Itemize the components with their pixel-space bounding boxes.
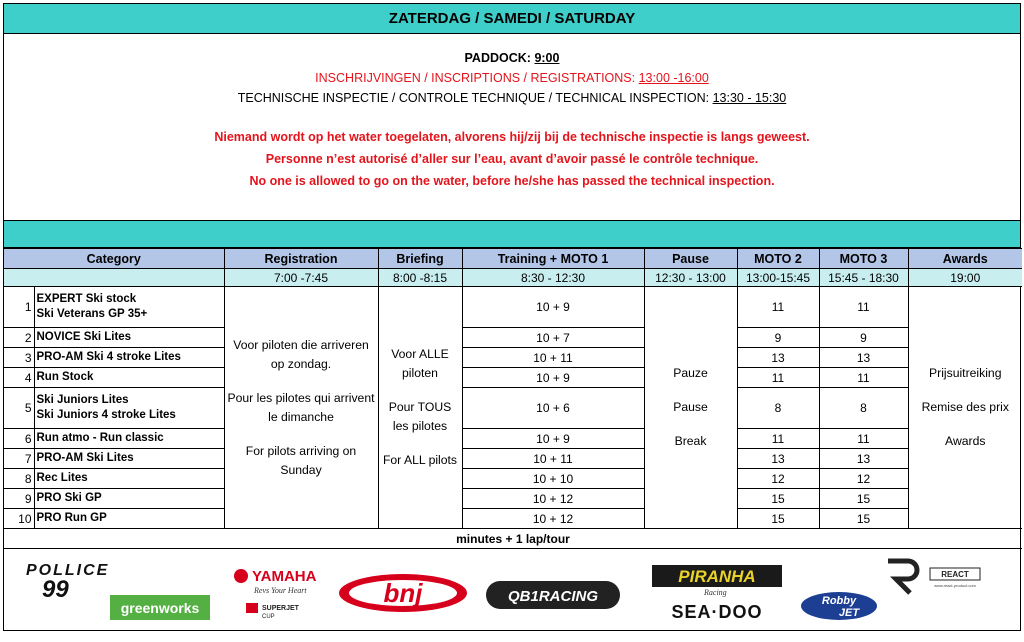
awards-note-fr: Remise des prix [921, 400, 1009, 414]
moto1-cell: 10 + 7 [462, 328, 644, 348]
sponsor-strip [4, 549, 1020, 637]
registration-note-fr: Pour les pilotes qui arrivent le dimanche [227, 390, 375, 424]
registration-note [224, 287, 378, 529]
briefing-note-nl: Voor ALLE piloten [391, 347, 449, 380]
table-row [4, 348, 1022, 368]
paddock-line [4, 48, 1020, 68]
pause-note-fr: Pause [673, 400, 708, 414]
seadoo-logo [671, 602, 762, 622]
moto2-cell: 11 [737, 287, 819, 328]
table-row [4, 328, 1022, 348]
table-row [4, 509, 1022, 529]
time-pause: 12:30 - 13:00 [644, 269, 737, 287]
table-row [4, 287, 1022, 328]
time-category [4, 269, 224, 287]
svg-text:www.react-product.com: www.react-product.com [934, 583, 976, 588]
moto2-cell: 15 [737, 489, 819, 509]
svg-text:Racing: Racing [704, 588, 727, 597]
col-registration: Registration [224, 249, 378, 269]
moto1-cell: 10 + 9 [462, 368, 644, 388]
col-moto1: Training + MOTO 1 [462, 249, 644, 269]
row-number: 3 [4, 348, 34, 368]
svg-text:PIRANHA: PIRANHA [678, 567, 756, 586]
awards-note-en: Awards [945, 434, 986, 448]
moto3-cell: 11 [819, 368, 908, 388]
table-row [4, 368, 1022, 388]
bnj-logo [339, 574, 467, 612]
svg-text:POLLICE: POLLICE [26, 562, 110, 579]
svg-text:SEA·DOO: SEA·DOO [671, 602, 763, 622]
moto1-cell: 10 + 11 [462, 449, 644, 469]
row-number: 6 [4, 429, 34, 449]
table-row [4, 469, 1022, 489]
registrations-time: 13:00 -16:00 [638, 71, 709, 85]
category-name: Run Stock [34, 368, 224, 388]
row-number: 4 [4, 368, 34, 388]
moto2-cell: 12 [737, 469, 819, 489]
registrations-line [4, 68, 1020, 88]
inspection-line [4, 88, 1020, 108]
awards-note [908, 287, 1022, 529]
category-name: PRO Run GP [34, 509, 224, 529]
warning-en: No one is allowed to go on the water, before he/she has passed the technical inspection. [249, 174, 775, 188]
row-number: 2 [4, 328, 34, 348]
moto2-cell: 13 [737, 449, 819, 469]
moto3-cell: 11 [819, 287, 908, 328]
category-name: Rec Lites [34, 469, 224, 489]
registration-note-nl: Voor piloten die arriveren op zondag. [233, 337, 369, 371]
col-pause: Pause [644, 249, 737, 269]
category-name: PRO-AM Ski Lites [34, 449, 224, 469]
moto1-cell: 10 + 10 [462, 469, 644, 489]
moto2-cell: 9 [737, 328, 819, 348]
briefing-note [378, 287, 462, 529]
moto3-cell: 13 [819, 449, 908, 469]
moto2-cell: 8 [737, 388, 819, 429]
moto3-cell: 8 [819, 388, 908, 429]
svg-text:YAMAHA: YAMAHA [252, 568, 317, 585]
category-name: NOVICE Ski Lites [34, 328, 224, 348]
paddock-time: 9:00 [534, 51, 560, 65]
category-name-2: Ski Juniors 4 stroke Lites [36, 409, 176, 421]
table-row [4, 429, 1022, 449]
footer-row [4, 529, 1022, 549]
moto3-cell: 9 [819, 328, 908, 348]
warning-fr: Personne n’est autorisé d’aller sur l’eau, avant d’avoir passé le contrôle technique. [265, 152, 759, 166]
moto3-cell: 15 [819, 509, 908, 529]
row-number: 9 [4, 489, 34, 509]
svg-text:greenworks: greenworks [120, 600, 200, 616]
react-logo [888, 561, 980, 593]
inspection-time: 13:30 - 15:30 [712, 91, 787, 105]
category-cell [34, 388, 224, 429]
pause-note [644, 287, 737, 529]
col-moto2: MOTO 2 [737, 249, 819, 269]
col-moto3: MOTO 3 [819, 249, 908, 269]
svg-text:Revs Your Heart: Revs Your Heart [254, 586, 307, 595]
row-number: 1 [4, 287, 34, 328]
registrations-label: INSCHRIJVINGEN / INSCRIPTIONS / REGISTRATIONS: [315, 71, 636, 85]
moto2-cell: 15 [737, 509, 819, 529]
svg-text:99: 99 [42, 576, 69, 603]
time-moto3: 15:45 - 18:30 [819, 269, 908, 287]
category-name: Ski Juniors Lites [36, 394, 129, 406]
moto1-cell: 10 + 9 [462, 429, 644, 449]
svg-text:REACT: REACT [941, 570, 969, 579]
category-name: PRO-AM Ski 4 stroke Lites [34, 348, 224, 368]
table-row [4, 449, 1022, 469]
moto2-cell: 11 [737, 429, 819, 449]
col-awards: Awards [908, 249, 1022, 269]
table-row [4, 388, 1022, 429]
registration-note-en: For pilots arriving on Sunday [245, 443, 357, 477]
col-category: Category [4, 249, 224, 269]
moto1-cell: 10 + 9 [462, 287, 644, 328]
moto2-cell: 13 [737, 348, 819, 368]
schedule-table [4, 248, 1022, 549]
category-name: EXPERT Ski stock [36, 293, 137, 305]
warning-nl: Niemand wordt op het water toegelaten, alvorens hij/zij bij de technische inspectie is langs geweest. [214, 130, 810, 144]
row-number: 8 [4, 469, 34, 489]
col-briefing: Briefing [378, 249, 462, 269]
moto3-cell: 11 [819, 429, 908, 449]
info-block [4, 48, 1020, 221]
qb1-racing-logo [486, 581, 620, 609]
category-name-2: Ski Veterans GP 35+ [36, 308, 148, 320]
moto2-cell: 11 [737, 368, 819, 388]
svg-text:CUP: CUP [262, 614, 275, 620]
category-cell [34, 287, 224, 328]
moto1-cell: 10 + 6 [462, 388, 644, 429]
moto1-cell: 10 + 11 [462, 348, 644, 368]
moto3-cell: 13 [819, 348, 908, 368]
briefing-note-en: For ALL pilots [382, 453, 458, 467]
time-moto2: 13:00-15:45 [737, 269, 819, 287]
category-name: PRO Ski GP [34, 489, 224, 509]
svg-text:JET: JET [838, 607, 860, 619]
pause-note-nl: Pauze [673, 366, 708, 380]
row-number: 10 [4, 509, 34, 529]
piranha-logo [652, 565, 782, 597]
row-number: 7 [4, 449, 34, 469]
inspection-label: TECHNISCHE INSPECTIE / CONTROLE TECHNIQUE / TECHNICAL INSPECTION: [237, 91, 710, 105]
greenworks-logo [110, 595, 210, 620]
moto3-cell: 15 [819, 489, 908, 509]
page-title: ZATERDAG / SAMEDI / SATURDAY [4, 4, 1020, 34]
awards-note-nl: Prijsuitreiking [929, 366, 1002, 380]
briefing-note-fr: Pour TOUS les pilotes [388, 400, 452, 433]
moto1-cell: 10 + 12 [462, 509, 644, 529]
pause-note-en: Break [674, 434, 707, 448]
svg-text:SUPERJET: SUPERJET [262, 605, 299, 612]
divider-band [4, 221, 1020, 248]
robby-jet-logo [801, 592, 877, 620]
category-name: Run atmo - Run classic [34, 429, 224, 449]
svg-text:Robby: Robby [821, 595, 857, 607]
time-awards: 19:00 [908, 269, 1022, 287]
row-number: 5 [4, 388, 34, 429]
svg-text:bnj: bnj [383, 578, 423, 608]
yamaha-logo [234, 568, 317, 620]
time-briefing: 8:00 -8:15 [378, 269, 462, 287]
moto1-cell: 10 + 12 [462, 489, 644, 509]
schedule-sheet [3, 3, 1021, 631]
time-registration: 7:00 -7:45 [224, 269, 378, 287]
svg-text:QB1RACING: QB1RACING [507, 588, 599, 605]
table-row [4, 489, 1022, 509]
sponsor-logos [4, 549, 1020, 637]
moto3-cell: 12 [819, 469, 908, 489]
footer-note: minutes + 1 lap/tour [4, 529, 1022, 549]
time-moto1: 8:30 - 12:30 [462, 269, 644, 287]
pollice-logo [26, 562, 109, 603]
paddock-label: PADDOCK: [464, 51, 531, 65]
